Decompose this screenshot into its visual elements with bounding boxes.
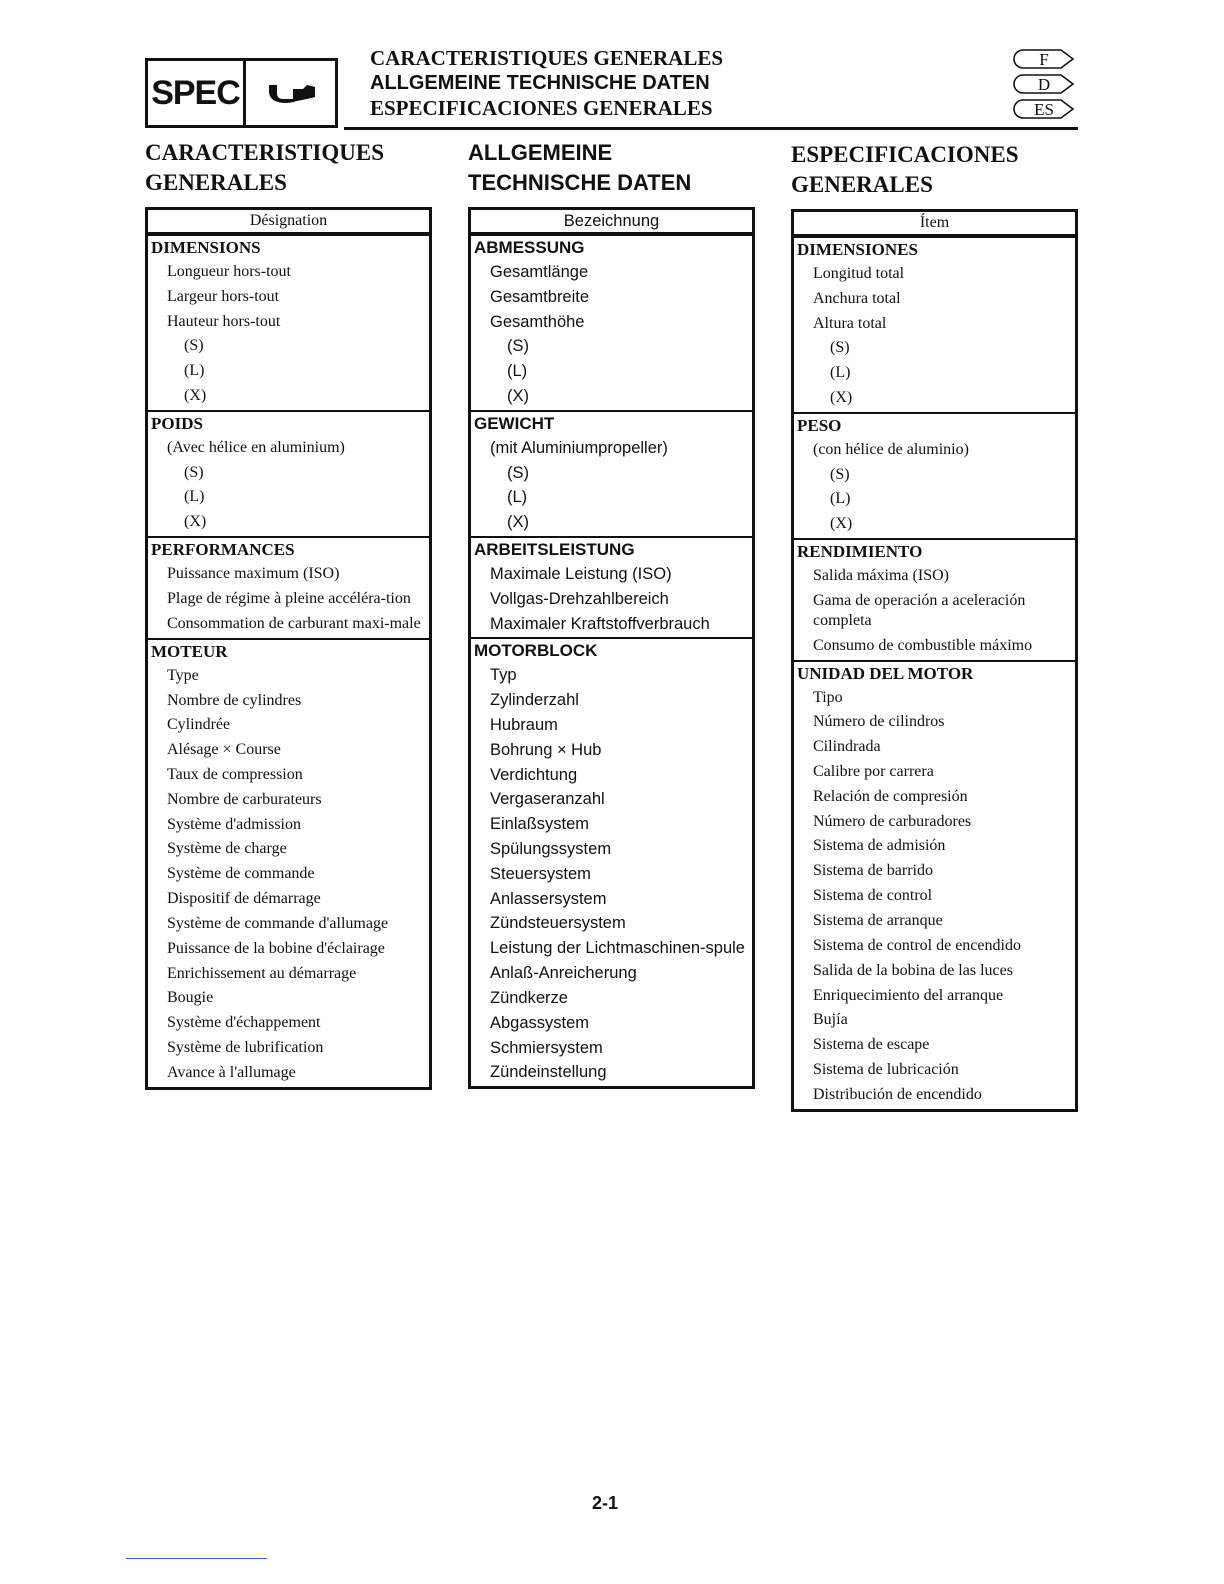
table-section (471, 637, 752, 1086)
table-row: Sistema de control de encendido (813, 936, 1021, 954)
table-header: Désignation (148, 210, 429, 234)
table-row: Distribución de encendido (813, 1085, 982, 1103)
language-badge-de (1013, 73, 1075, 95)
table-row: (L) (507, 362, 528, 381)
table-row: Maximaler Kraftstoffverbrauch (490, 614, 710, 633)
table-row: Bujía (813, 1011, 848, 1029)
table-row: Anlassersystem (490, 889, 607, 908)
table-row: Número de carburadores (813, 812, 972, 830)
table-row: Nombre de carburateurs (167, 790, 322, 808)
language-badge-fr (1013, 48, 1075, 70)
table-row: Schmiersystem (490, 1038, 603, 1057)
section-title: MOTORBLOCK (474, 641, 598, 661)
outboard-engine-icon (246, 61, 335, 125)
table-row: Zündeinstellung (490, 1063, 607, 1082)
column-de (468, 138, 758, 1089)
table-row: Sistema de arranque (813, 911, 943, 929)
table-row: (S) (507, 337, 529, 356)
table-row: Gesamtlänge (490, 263, 589, 281)
table-row: (Avec hélice en aluminium) (167, 438, 345, 456)
section-title: UNIDAD DEL MOTOR (797, 663, 974, 683)
column-title-line: ESPECIFICACIONES (791, 142, 1019, 167)
table-row: Vergaseranzahl (490, 790, 605, 809)
table-row: Relación de compresión (813, 787, 968, 805)
table-row: Gesamthöhe (490, 312, 585, 331)
header-title-fr: CARACTERISTIQUES GENERALES (370, 46, 724, 70)
header-title-de: ALLGEMEINE TECHNISCHE DATEN (370, 72, 710, 94)
column-title (791, 140, 1081, 206)
spec-badge (145, 58, 338, 128)
spec-table (791, 209, 1078, 1112)
table-row: Verdichtung (490, 765, 578, 784)
table-row: Spülungssystem (490, 839, 612, 858)
section-title: GEWICHT (474, 413, 555, 433)
table-row: Typ (490, 666, 517, 685)
table-row: (mit Aluminiumpropeller) (490, 438, 668, 457)
section-title: DIMENSIONS (151, 238, 261, 257)
table-row: Longitud total (813, 265, 905, 282)
table-row: Plage de régime à pleine accéléra-tion (167, 589, 411, 607)
table-row: (X) (507, 386, 529, 405)
table-row: Salida máxima (ISO) (813, 566, 949, 584)
language-badge-es (1013, 98, 1075, 120)
language-badge-label: F (1039, 50, 1049, 69)
table-section (794, 412, 1075, 538)
section-title: DIMENSIONES (797, 240, 918, 259)
table-row: Zündsteuersystem (490, 914, 626, 933)
table-row: (S) (830, 339, 850, 357)
table-row: Tipo (813, 688, 843, 706)
table-row: Dispositif de démarrage (167, 889, 321, 907)
table-row: Sistema de escape (813, 1036, 930, 1054)
table-row: Altura total (813, 314, 887, 332)
table-section (794, 538, 1075, 660)
table-row: (S) (830, 465, 850, 483)
column-title (468, 138, 758, 204)
table-row: Puissance de la bobine d'éclairage (167, 939, 385, 957)
column-title (145, 138, 435, 204)
column-title-line: CARACTERISTIQUES (145, 140, 385, 165)
spec-label: SPEC (148, 61, 246, 125)
table-row: Longueur hors-tout (167, 263, 291, 280)
header-title-es: ESPECIFICACIONES GENERALES (370, 96, 713, 120)
table-row: (X) (830, 388, 853, 406)
table-row: Steuersystem (490, 864, 591, 883)
spec-table (145, 207, 432, 1090)
table-section (471, 234, 752, 410)
table-row: Puissance maximum (ISO) (167, 564, 340, 582)
table-row: (L) (184, 362, 205, 380)
table-row: Salida de la bobina de las luces (813, 961, 1013, 979)
table-row: (L) (507, 488, 528, 507)
table-row: Avance à l'allumage (167, 1063, 296, 1081)
table-row: Gama de operación a aceleración completa (813, 591, 1026, 629)
section-title: MOTEUR (151, 641, 228, 661)
table-row: Leistung der Lichtmaschinen-spule (490, 939, 745, 958)
table-row: Gesamtbreite (490, 287, 590, 306)
table-row: (con hélice de aluminio) (813, 440, 969, 458)
table-row: (X) (830, 515, 853, 533)
table-row: Maximale Leistung (ISO) (490, 564, 672, 583)
table-row: Système d'admission (167, 815, 301, 833)
column-fr (145, 138, 435, 1090)
table-row: Hubraum (490, 715, 558, 734)
table-row: Enrichissement au démarrage (167, 964, 357, 982)
table-section (471, 536, 752, 637)
table-row: Cylindrée (167, 716, 231, 734)
table-row: Enriquecimiento del arranque (813, 986, 1004, 1004)
table-row: (S) (507, 463, 529, 482)
table-row: Hauteur hors-tout (167, 312, 281, 330)
section-title: POIDS (151, 413, 203, 433)
spec-table (468, 207, 755, 1089)
table-row: (X) (507, 513, 529, 532)
table-section (148, 638, 429, 1087)
table-row: Anchura total (813, 289, 901, 307)
table-section (148, 234, 429, 410)
table-row: Zylinderzahl (490, 691, 579, 710)
table-header: Bezeichnung (471, 210, 752, 234)
table-section (471, 410, 752, 536)
table-row: Sistema de lubricación (813, 1060, 959, 1078)
column-title-line: GENERALES (791, 172, 933, 197)
table-row: Sistema de admisión (813, 837, 946, 855)
table-row: Sistema de control (813, 886, 933, 904)
table-row: Consumo de combustible máximo (813, 636, 1033, 654)
table-row: (S) (184, 337, 204, 355)
table-row: Nombre de cylindres (167, 691, 302, 709)
table-row: Vollgas-Drehzahlbereich (490, 589, 669, 608)
language-badges (1013, 48, 1075, 123)
table-row: (X) (184, 513, 207, 531)
page-number: 2-1 (591, 1493, 618, 1513)
column-title-line: GENERALES (145, 170, 287, 195)
section-title: PERFORMANCES (151, 539, 295, 559)
table-row: Largeur hors-tout (167, 287, 280, 305)
language-badge-label: ES (1034, 100, 1054, 119)
table-section (794, 236, 1075, 412)
table-header: Ítem (794, 212, 1075, 236)
table-section (148, 536, 429, 638)
table-row: (L) (830, 364, 851, 382)
table-row: Système d'échappement (167, 1014, 321, 1032)
table-row: Cilindrada (813, 738, 881, 756)
table-row: (S) (184, 463, 204, 481)
table-row: Einlaßsystem (490, 815, 590, 834)
table-row: Type (167, 666, 199, 684)
section-title: ABMESSUNG (474, 238, 585, 257)
table-row: Consommation de carburant maxi-male (167, 614, 421, 632)
table-section (148, 410, 429, 536)
table-row: Calibre por carrera (813, 762, 934, 780)
table-row: Système de commande (167, 865, 315, 883)
table-row: Taux de compression (167, 765, 303, 783)
column-title-line: ALLGEMEINE (468, 140, 613, 165)
table-row: Zündkerze (490, 988, 568, 1007)
table-row: Alésage × Course (167, 741, 281, 759)
table-row: Bohrung × Hub (490, 740, 602, 759)
table-section (794, 660, 1075, 1109)
table-row: Système de commande d'allumage (167, 914, 389, 932)
table-row: Système de charge (167, 840, 287, 858)
section-title: PESO (797, 415, 842, 435)
table-row: Número de cilindros (813, 713, 945, 731)
table-row: Abgassystem (490, 1013, 590, 1032)
language-badge-label: D (1037, 75, 1051, 94)
section-title: RENDIMIENTO (797, 541, 923, 561)
table-row: Système de lubrification (167, 1038, 324, 1056)
column-title-line: TECHNISCHE DATEN (468, 170, 692, 195)
section-title: ARBEITSLEISTUNG (474, 539, 635, 559)
table-row: Sistema de barrido (813, 862, 933, 880)
table-row: (L) (184, 488, 205, 506)
table-row: Anlaß-Anreicherung (490, 964, 637, 983)
header-divider (344, 127, 1078, 130)
table-row: (X) (184, 386, 207, 404)
table-row: (L) (830, 490, 851, 508)
footer-link-underline (126, 1558, 267, 1559)
page-header-titles (370, 46, 723, 121)
column-es (791, 140, 1081, 1112)
table-row: Bougie (167, 989, 214, 1007)
